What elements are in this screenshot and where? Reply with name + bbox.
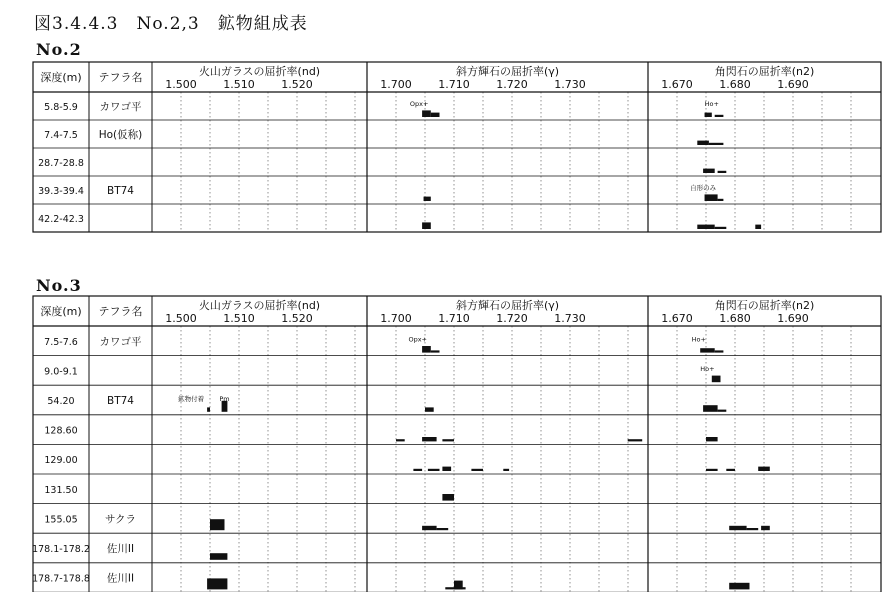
tick-label: 1.710 bbox=[438, 312, 470, 325]
mineral-annotation: Ho+ bbox=[691, 335, 706, 344]
tick-label: 1.510 bbox=[223, 78, 255, 91]
histogram-bar bbox=[207, 578, 227, 589]
histogram-bar bbox=[210, 553, 227, 560]
histogram-bar bbox=[715, 350, 724, 352]
tick-label: 1.690 bbox=[777, 78, 809, 91]
histogram-bar bbox=[425, 407, 434, 411]
tephra-cell: サクラ bbox=[104, 513, 137, 526]
depth-cell: 54.20 bbox=[47, 396, 75, 407]
histogram-bar bbox=[705, 194, 718, 201]
histogram-bar bbox=[718, 171, 727, 173]
histogram-bar bbox=[706, 437, 718, 441]
depth-cell: 28.7-28.8 bbox=[38, 158, 84, 169]
depth-cell: 129.00 bbox=[44, 455, 78, 467]
tephra-cell: 佐川II bbox=[106, 543, 135, 555]
histogram-bar bbox=[705, 113, 712, 117]
tick-label: 1.710 bbox=[438, 78, 470, 91]
histogram-bar bbox=[726, 469, 735, 471]
header-hb: 角閃石の屈折率(n2) bbox=[714, 299, 815, 312]
histogram-bar bbox=[697, 141, 709, 145]
tephra-cell: Ho(仮称) bbox=[98, 129, 143, 141]
figure-title: 図3.4.4.3 No.2,3 鉱物組成表 bbox=[34, 14, 308, 34]
tephra-cell: 佐川II bbox=[106, 572, 135, 585]
histogram-bar bbox=[422, 110, 431, 117]
histogram-bar bbox=[471, 469, 483, 471]
mineral-annotation: Opx+ bbox=[408, 335, 428, 344]
histogram-bar bbox=[706, 469, 718, 471]
depth-cell: 128.60 bbox=[44, 425, 78, 437]
tick-label: 1.730 bbox=[554, 312, 586, 325]
section-title-no2: No.2 bbox=[36, 40, 82, 59]
tephra-cell: BT74 bbox=[107, 185, 134, 197]
depth-cell: 7.4-7.5 bbox=[44, 130, 78, 141]
histogram-bar bbox=[729, 583, 749, 590]
depth-cell: 42.2-42.3 bbox=[38, 214, 84, 225]
mineral-annotation: Ho+ bbox=[704, 100, 719, 108]
tick-label: 1.670 bbox=[661, 312, 693, 325]
tick-label: 1.680 bbox=[719, 312, 751, 325]
header-tephra: テフラ名 bbox=[98, 305, 143, 318]
depth-cell: 155.05 bbox=[44, 514, 78, 526]
histogram-bar bbox=[442, 467, 451, 471]
depth-cell: 131.50 bbox=[44, 484, 78, 496]
section-title-no3: No.3 bbox=[36, 276, 82, 295]
histogram-bar bbox=[718, 410, 727, 412]
histogram-bar bbox=[703, 405, 718, 412]
tephra-cell: カワゴ平 bbox=[99, 101, 142, 113]
tick-label: 1.700 bbox=[380, 312, 412, 325]
tick-label: 1.670 bbox=[661, 78, 693, 91]
mineral-annotation: Pm bbox=[219, 394, 230, 403]
tephra-cell: BT74 bbox=[107, 395, 134, 407]
histogram-bar bbox=[755, 225, 761, 229]
histogram-bar bbox=[628, 439, 643, 441]
header-opx: 斜方輝石の屈折率(γ) bbox=[455, 299, 560, 312]
histogram-bar bbox=[210, 519, 225, 530]
histogram-bar bbox=[715, 115, 724, 117]
header-opx: 斜方輝石の屈折率(γ) bbox=[455, 65, 560, 78]
histogram-bar bbox=[437, 528, 449, 530]
mineral-annotation: 自形のみ bbox=[690, 184, 717, 192]
tick-label: 1.690 bbox=[777, 312, 809, 325]
histogram-bar bbox=[431, 113, 440, 117]
histogram-bar bbox=[396, 439, 405, 441]
histogram-bar bbox=[712, 376, 721, 383]
tick-label: 1.510 bbox=[223, 312, 255, 325]
histogram-bar bbox=[703, 169, 715, 173]
histogram-bar bbox=[700, 348, 715, 352]
tick-label: 1.700 bbox=[380, 78, 412, 91]
histogram-bar bbox=[442, 494, 454, 501]
header-glass: 火山ガラスの屈折率(nd) bbox=[198, 65, 321, 78]
histogram-bar bbox=[422, 346, 431, 353]
histogram-bar bbox=[428, 469, 440, 471]
histogram-bar bbox=[422, 222, 431, 229]
histogram-bar bbox=[424, 197, 431, 201]
tick-label: 1.500 bbox=[165, 312, 197, 325]
depth-cell: 5.8-5.9 bbox=[44, 102, 78, 113]
header-glass: 火山ガラスの屈折率(nd) bbox=[198, 299, 321, 312]
tick-label: 1.730 bbox=[554, 78, 586, 91]
tick-label: 1.680 bbox=[719, 78, 751, 91]
depth-cell: 39.3-39.4 bbox=[38, 186, 84, 197]
histogram-bar bbox=[413, 469, 422, 471]
histogram-bar bbox=[729, 526, 746, 530]
tick-label: 1.500 bbox=[165, 78, 197, 91]
header-depth: 深度(m) bbox=[40, 305, 82, 318]
histogram-bar bbox=[431, 350, 440, 352]
histogram-bar bbox=[718, 199, 724, 201]
header-hb: 角閃石の屈折率(n2) bbox=[714, 65, 815, 78]
histogram-bar bbox=[697, 225, 714, 229]
histogram-bar bbox=[422, 437, 437, 441]
depth-cell: 7.5-7.6 bbox=[44, 336, 78, 348]
histogram-bar bbox=[445, 587, 465, 589]
header-depth: 深度(m) bbox=[40, 71, 82, 84]
depth-cell: 178.1-178.2 bbox=[32, 544, 90, 555]
histogram-bar bbox=[207, 407, 210, 411]
tick-label: 1.720 bbox=[496, 312, 528, 325]
mineral-annotation: 鉱物付着 bbox=[178, 394, 205, 403]
header-tephra: テフラ名 bbox=[98, 71, 143, 84]
histogram-bar bbox=[503, 469, 509, 471]
histogram-bar bbox=[715, 227, 727, 229]
tick-label: 1.520 bbox=[281, 78, 313, 91]
tick-label: 1.520 bbox=[281, 312, 313, 325]
histogram-bar bbox=[422, 526, 437, 530]
depth-cell: 9.0-9.1 bbox=[44, 366, 78, 378]
tephra-cell: カワゴ平 bbox=[99, 335, 142, 348]
histogram-bar bbox=[442, 439, 454, 441]
tick-label: 1.720 bbox=[496, 78, 528, 91]
histogram-bar bbox=[709, 143, 724, 145]
mineral-annotation: Ho+ bbox=[700, 365, 715, 374]
depth-cell: 178.7-178.8 bbox=[32, 573, 90, 585]
histogram-bar bbox=[758, 467, 770, 471]
histogram-bar bbox=[747, 528, 759, 530]
histogram-bar bbox=[761, 526, 770, 530]
mineral-annotation: Opx+ bbox=[409, 100, 429, 108]
